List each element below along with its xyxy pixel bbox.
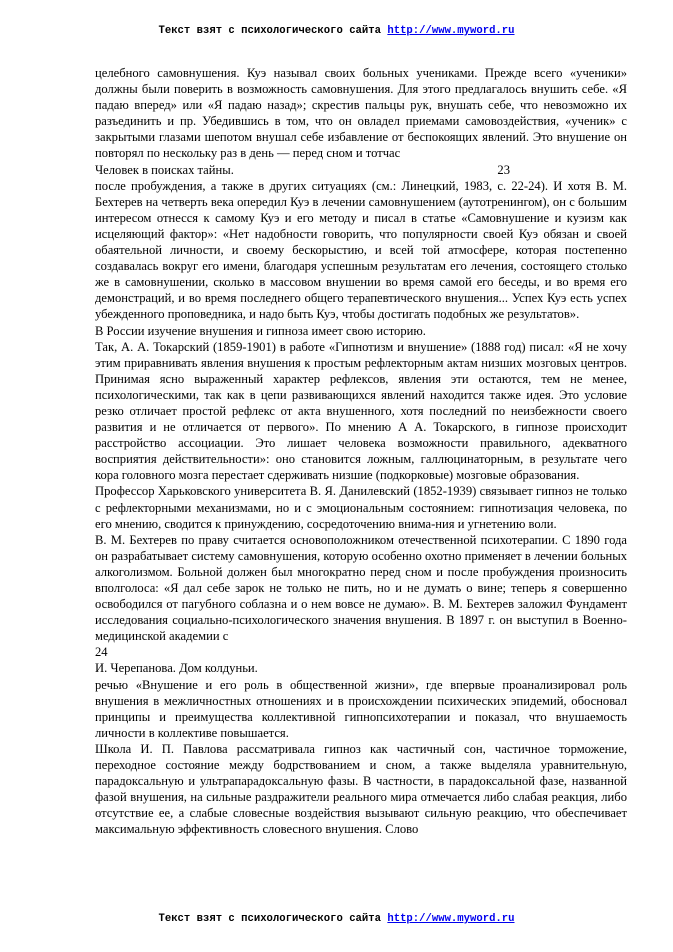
page-body <box>95 65 627 838</box>
footer-text: Текст взят с психологического сайта <box>158 913 388 925</box>
page-number: 24 <box>95 645 108 660</box>
paragraph: Школа И. П. Павлова рассматривала гипноз как частичный сон, частичное торможение, переходное состояние между бодрствованием и сном, а также выделяла уравнительную, парадоксальную и ультрапарадоксальную фазы. В частности, в парадоксальной фазе, названной фазой внушения, на сильные раздражители реального мира отмечается либо слабая реакция, либо отсутствие ее, а слабые словесные воздействия вызывают сильную реакцию, что обеспечивает максимальную эффективность словесного внушения. Слово <box>95 741 627 837</box>
paragraph: после пробуждения, а также в других ситуациях (см.: Линецкий, 1983, с. 22-24). И хотя В. М. Бехтерев на четверть века опередил Куэ в лечении самовнушением (аутотренингом), он с большим интересом отнесся к самому Куэ и его методу и писал в статье «Самовнушение и куэизм как исцеляющий фактор»: «Нет надобности говорить, что популярности своей Куэ обязан и своей обаятельной личности, и своему бескорыстию, и всей той атмосфере, которая постепенно создавалась вокруг его имени, благодаря успешным результатам его лечения, состоящего столько же в самовнушении, сколько в массовом внушении во время самой его беседы, и во время его демонстраций, и во время последнего общего терапевтического внушения... Успех Куэ есть успех убежденного проповедника, и надо быть Куэ, чтобы достигать подобных же результатов». <box>95 178 627 322</box>
running-head <box>95 162 510 178</box>
page-footer <box>0 913 673 925</box>
paragraph: В России изучение внушения и гипноза имеет свою историю. <box>95 323 426 338</box>
paragraph: целебного самовнушения. Куэ называл своих больных учениками. Прежде всего «ученики» должны были поверить в возможность самовнушения. Для этого предлагалось внушить себе. «Я падаю вперед» или «Я падаю назад»; скрестив пальцы рук, внушать себе, что невозможно их разъединить и пр. Убедившись в том, что он овладел приемами самовоздействия, «ученик» с закрытыми глазами шепотом внушал себе избавление от беспокоящих явлений. Это внушение он повторял по нескольку раз в день — перед сном и тотчас <box>95 66 627 161</box>
paragraph: В. М. Бехтерев по праву считается основоположником отечественной психотерапии. С 1890 года он разрабатывает систему самовнушения, которую особенно охотно применяет в лечении больных алкоголизмом. Больной должен был многократно перед сном и после пробуждения произносить вполголоса: «Я дал себе зарок не только не пить, но и не думать о вине; теперь я совершенно освободился от пагубного соблазна и о нем вовсе не думаю». В. М. Бехтерев заложил Фундамент исследования социально-психологического значения внушения. В 1897 г. он выступил в Военно-медицинской академии с <box>95 532 627 644</box>
running-head-page-number: 23 <box>497 162 510 177</box>
running-head-title: И. Черепанова. Дом колдуньи. <box>95 661 258 676</box>
header-text: Текст взят с психологического сайта <box>158 25 388 37</box>
page-header <box>0 25 673 37</box>
paragraph: речью «Внушение и его роль в общественной жизни», где впервые проанализировал роль внушения в межличностных отношениях и в происхождении психических эпидемий, обосновал принципы и преимущества коллективной гипнопсихотерапии и показал, что внушаемость личности в коллективе повышается. <box>95 677 627 740</box>
paragraph: Профессор Харьковского университета В. Я. Данилевский (1852-1939) связывает гипноз не только с рефлекторными механизмами, но и с эмоциональным состоянием: гипнотизация человека, по его мнению, сводится к принуждению, сосредоточению внима-ния и угнетению воли. <box>95 484 627 531</box>
footer-link[interactable]: http://www.myword.ru <box>387 913 515 925</box>
running-head-title: Человек в поисках тайны. <box>95 162 234 177</box>
paragraph: Так, А. А. Токарский (1859-1901) в работе «Гипнотизм и внушение» (1888 год) писал: «Я не хочу этим приравнивать явления внушения к простым рефлекторным актам низших мозговых центров. Принимая ясно выраженный характер рефлексов, явления эти остаются, тем не менее, психологическими, так как в цепи развивающихся явлений находится также идея. Это условие резко отличает простой рефлекс от акта внушенного, хотя последний по неизбежности своего развития и не отличается от первого». По мнению А А. Токарского, в гипнозе происходит расстройство ассоциации. Это лишает человека возможности правильного, адекватного восприятия действительности»: оно становится ложным, галлюцинаторным, в результате чего кора головного мозга перестает сдерживать низшие (подкорковые) мозговые образования. <box>95 339 627 483</box>
header-link[interactable]: http://www.myword.ru <box>387 25 515 37</box>
